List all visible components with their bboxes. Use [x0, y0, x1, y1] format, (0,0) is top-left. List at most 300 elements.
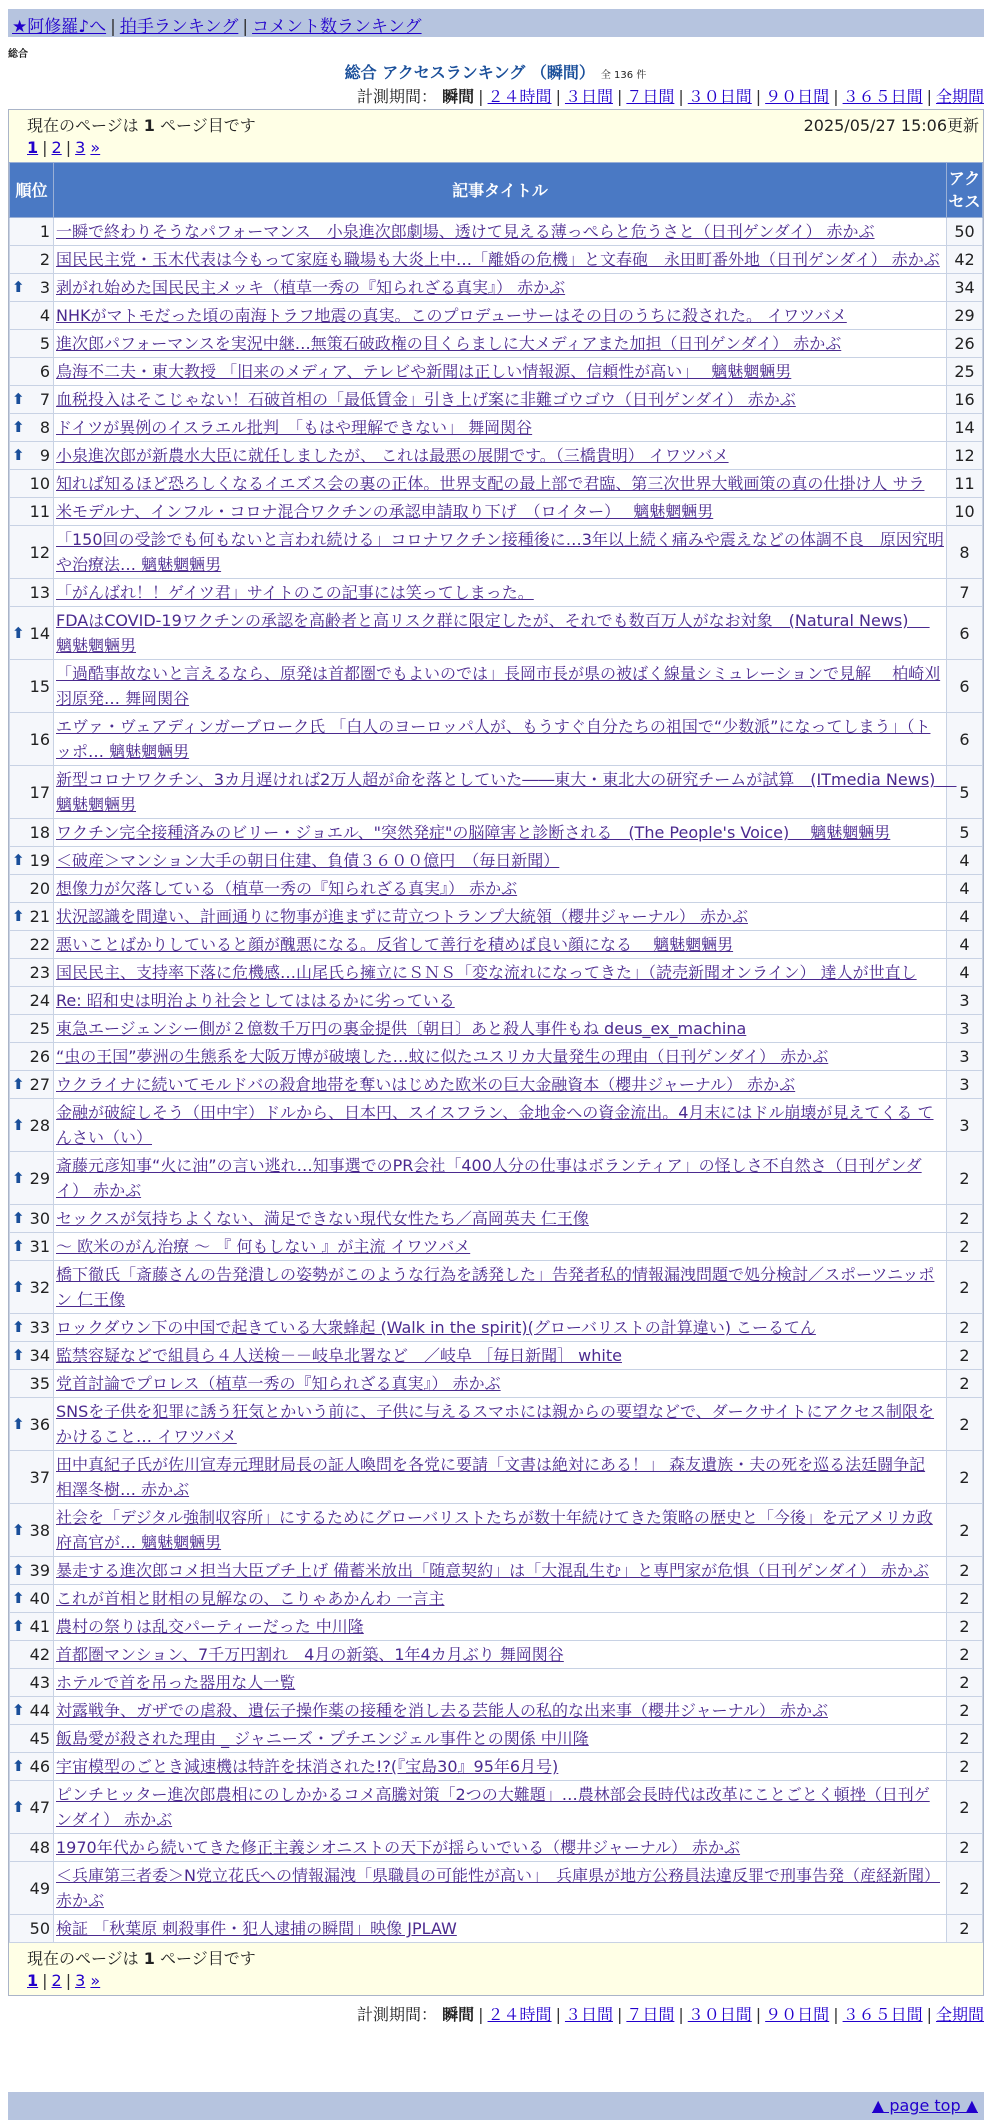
rank-up-arrow-icon: ⬆ [12, 418, 25, 436]
title-cell [54, 1342, 947, 1370]
period-link-30d[interactable]: ３０日間 [687, 87, 752, 106]
title-cell [54, 414, 947, 442]
access-count: 12 [947, 442, 983, 470]
title-cell [54, 1071, 947, 1099]
title-cell [54, 1585, 947, 1613]
table-row [10, 1205, 983, 1233]
table-row [10, 1342, 983, 1370]
ranking-table [9, 162, 983, 1943]
rank-number: 41 [29, 1617, 50, 1636]
rank-number: 40 [29, 1589, 50, 1608]
period-link-3d[interactable]: ３日間 [564, 2005, 613, 2024]
title-cell [54, 1314, 947, 1342]
page-title [0, 60, 991, 83]
ranking-container [8, 109, 984, 1996]
rank-cell [10, 358, 54, 386]
page-top-link[interactable]: ▲ page top ▲ [871, 2096, 978, 2115]
access-count: 4 [947, 847, 983, 875]
title-cell [54, 579, 947, 607]
rank-number: 29 [29, 1168, 50, 1188]
article-title-link[interactable]: ロックダウン下の中国で起きている大衆蜂起 (Walk in the spirit)(グローバリストの計算違い) こーるてん [56, 1318, 816, 1337]
rank-number: 4 [39, 306, 50, 325]
access-count: 2 [947, 1557, 983, 1585]
article-title-link[interactable]: “虫の王国”夢洲の生態系を大阪万博が破壊した…蚊に似たユスリカ大量発生の理由（日刊ゲンダイ） 赤かぶ [56, 1047, 829, 1066]
access-count: 2 [947, 1342, 983, 1370]
nav-separator: | [110, 17, 116, 37]
rank-cell [10, 1862, 54, 1915]
rank-number: 11 [29, 502, 50, 521]
ranking-table-body [10, 218, 983, 1943]
rank-number: 17 [29, 782, 50, 802]
rank-number: 33 [29, 1318, 50, 1337]
article-title-link[interactable]: 対露戦争、ガザでの虐殺、遺伝子操作薬の接種を消し去る芸能人の私的な出来事（櫻井ジャーナル） 赤かぶ [56, 1701, 828, 1720]
rank-cell [10, 903, 54, 931]
article-title-link[interactable]: 米モデルナ、インフル・コロナ混合ワクチンの承認申請取り下げ （ロイター） 魑魅魍魎男 [56, 502, 714, 521]
article-title-link[interactable]: NHKがマトモだった頃の南海トラフ地震の真実。このプロデューサーはその日のうちに殺された。 イワツバメ [56, 306, 847, 325]
rank-cell [10, 218, 54, 246]
rank-up-arrow-icon: ⬆ [12, 1168, 25, 1187]
rank-number: 35 [29, 1374, 50, 1393]
access-count: 2 [947, 1834, 983, 1862]
rank-cell [10, 1781, 54, 1834]
rank-cell [10, 1015, 54, 1043]
title-cell [54, 1781, 947, 1834]
table-row [10, 1834, 983, 1862]
table-row [10, 1725, 983, 1753]
article-title-link[interactable]: 国民民主党・玉木代表は今もって家庭も職場も大炎上中…「離婚の危機」と文春砲 永田町番外地（日刊ゲンダイ） 赤かぶ [56, 250, 940, 269]
rank-number: 31 [29, 1237, 50, 1256]
access-count: 3 [947, 1071, 983, 1099]
access-count: 6 [947, 713, 983, 766]
rank-up-arrow-icon: ⬆ [12, 1075, 25, 1093]
rank-number: 26 [29, 1047, 50, 1066]
page-link-1[interactable]: 1 [27, 1971, 39, 1990]
rank-cell [10, 607, 54, 660]
rank-up-arrow-icon: ⬆ [12, 1414, 25, 1433]
access-count: 42 [947, 246, 983, 274]
title-cell [54, 1043, 947, 1071]
article-title-link[interactable]: ウクライナに続いてモルドバの殺倉地帯を奪いはじめた欧米の巨大金融資本（櫻井ジャーナル） 赤かぶ [56, 1075, 796, 1094]
title-cell [54, 959, 947, 987]
access-count: 2 [947, 1781, 983, 1834]
rank-cell [10, 274, 54, 302]
article-title-link[interactable]: 「150回の受診でも何もないと言われ続ける」コロナワクチン接種後に…3年以上続く痛みや震えなどの体調不良 原因究明や治療法… 魑魅魍魎男 [56, 530, 944, 574]
article-title-link[interactable]: 想像力が欠落している（植草一秀の『知られざる真実』） 赤かぶ [56, 879, 518, 898]
rank-number: 44 [29, 1701, 50, 1720]
title-cell [54, 1099, 947, 1152]
article-title-link[interactable]: 国民民主、支持率下落に危機感…山尾氏ら擁立にＳＮＳ「変な流れになってきた」（読売新聞オンライン） 達人が世直し [56, 963, 917, 982]
pager-top [9, 110, 983, 162]
rank-up-arrow-icon: ⬆ [12, 1561, 25, 1579]
period-current: 瞬間 [442, 87, 475, 106]
title-cell [54, 1669, 947, 1697]
table-row [10, 1398, 983, 1451]
article-title-link[interactable]: 斎藤元彦知事“火に油”の言い逃れ…知事選でのPR会社「400人分の仕事はボランティア」の怪しさ不自然さ（日刊ゲンダイ） 赤かぶ [56, 1156, 922, 1200]
rank-cell [10, 414, 54, 442]
rank-number: 39 [29, 1561, 50, 1580]
category-label: 総合 [8, 49, 28, 60]
article-title-link[interactable]: Re: 昭和史は明治より社会としてははるかに劣っている [56, 991, 455, 1010]
rank-number: 13 [29, 583, 50, 602]
table-row [10, 1669, 983, 1697]
access-count: 2 [947, 1725, 983, 1753]
table-row [10, 1641, 983, 1669]
article-title-link[interactable]: 〜 欧米のがん治療 〜 『 何もしない 』が主流 イワツバメ [56, 1237, 471, 1256]
article-title-link[interactable]: 進次郎パフォーマンスを実況中継…無策石破政権の目くらましに大メディアまた加担（日刊ゲンダイ） 赤かぶ [56, 334, 842, 353]
title-cell [54, 766, 957, 819]
access-count: 2 [947, 1205, 983, 1233]
title-cell [54, 1753, 947, 1781]
access-count: 6 [947, 660, 983, 713]
rank-number: 48 [29, 1838, 50, 1857]
bottom-bar [8, 2092, 984, 2120]
rank-number: 38 [29, 1520, 50, 1540]
table-row [10, 1071, 983, 1099]
article-title-link[interactable]: 剥がれ始めた国民民主メッキ（植草一秀の『知られざる真実』） 赤かぶ [56, 278, 566, 297]
access-count: 11 [947, 470, 983, 498]
period-link-all[interactable]: 全期間 [935, 2005, 984, 2024]
article-title-link[interactable]: 橋下徹氏「斎藤さんの告発潰しの姿勢がこのような行為を誘発した」告発者私的情報漏洩問題で処分検討／スポーツニッポン 仁王像 [56, 1265, 935, 1309]
rank-up-arrow-icon: ⬆ [12, 1115, 25, 1134]
title-cell [54, 1641, 947, 1669]
table-row [10, 1261, 983, 1314]
rank-cell [10, 442, 54, 470]
article-title-link[interactable]: 田中真紀子氏が佐川宣寿元理財局長の証人喚問を各党に要請「文書は絶対にある！」 森友遺族・夫の死を巡る法廷闘争記 相澤冬樹… 赤かぶ [56, 1455, 926, 1499]
rank-cell [10, 1641, 54, 1669]
table-row [10, 819, 983, 847]
page-link-3[interactable]: 3 [75, 138, 86, 157]
article-title-link[interactable]: 1970年代から続いてきた修正主義シオニストの天下が揺らいでいる（櫻井ジャーナル） 赤かぶ [56, 1838, 741, 1857]
access-count: 2 [947, 1641, 983, 1669]
access-count: 7 [947, 579, 983, 607]
period-link-90d[interactable]: ９０日間 [765, 2005, 830, 2024]
title-cell [54, 358, 947, 386]
period-link-30d[interactable]: ３０日間 [687, 2005, 752, 2024]
rank-number: 46 [29, 1757, 50, 1776]
rank-cell [10, 1669, 54, 1697]
top-nav-bar [8, 9, 984, 37]
table-row [10, 218, 983, 246]
article-title-link[interactable]: 「がんばれ！！ゲイツ君」サイトのこの記事には笑ってしまった。 [56, 583, 534, 602]
rank-number: 43 [29, 1673, 50, 1692]
period-link-365d[interactable]: ３６５日間 [842, 87, 923, 106]
header-rank: 順位 [10, 163, 54, 218]
article-title-link[interactable]: 検証 「秋葉原 刺殺事件・犯人逮捕の瞬間」映像 JPLAW [56, 1919, 457, 1938]
table-row [10, 766, 983, 819]
table-row [10, 302, 983, 330]
access-count: 26 [947, 330, 983, 358]
page-link-1[interactable]: 1 [27, 138, 39, 157]
table-row [10, 607, 983, 660]
title-cell [54, 660, 947, 713]
table-row [10, 1370, 983, 1398]
rank-number: 21 [29, 907, 50, 926]
table-row [10, 386, 983, 414]
rank-number: 24 [29, 991, 50, 1010]
access-count: 10 [947, 498, 983, 526]
article-title-link[interactable]: 監禁容疑などで組員ら４人送検－－岐阜北署など ／岐阜 ［毎日新聞］ white [56, 1346, 622, 1365]
access-count: 2 [947, 1753, 983, 1781]
rank-cell [10, 302, 54, 330]
rank-cell [10, 1753, 54, 1781]
title-cell [54, 1834, 947, 1862]
title-cell [54, 330, 947, 358]
rank-number: 30 [29, 1209, 50, 1228]
title-cell [54, 302, 947, 330]
rank-up-arrow-icon: ⬆ [12, 278, 25, 296]
rank-cell [10, 1613, 54, 1641]
rank-number: 42 [29, 1645, 50, 1664]
access-count: 29 [947, 302, 983, 330]
table-row [10, 1862, 983, 1915]
pager-bottom [9, 1943, 983, 1995]
table-row [10, 442, 983, 470]
nav-separator: | [242, 17, 249, 37]
rank-cell [10, 579, 54, 607]
nav-link-comment-ranking[interactable]: コメント数ランキング [252, 17, 422, 37]
rank-cell [10, 660, 54, 713]
rank-up-arrow-icon: ⬆ [12, 1617, 25, 1635]
article-title-link[interactable]: 首都圏マンション、7千万円割れ 4月の新築、1年4カ月ぶり 舞岡関谷 [56, 1645, 564, 1664]
rank-cell [10, 1557, 54, 1585]
rank-number: 14 [29, 623, 50, 643]
table-row [10, 246, 983, 274]
period-link-all[interactable]: 全期間 [935, 87, 984, 106]
title-cell [54, 1152, 947, 1205]
period-link-24h[interactable]: ２４時間 [487, 87, 552, 106]
article-title-link[interactable]: 鳥海不二夫・東大教授 「旧来のメディア、テレビや新聞は正しい情報源、信頼性が高い」 魑魅魍魎男 [56, 362, 792, 381]
article-title-link[interactable]: 宇宙模型のごとき減速機は特許を抹消された!?(『宝島30』95年6月号) [56, 1757, 559, 1776]
article-title-link[interactable]: 飯島愛が殺された理由 _ ジャニーズ・プチエンジェル事件との関係 中川隆 [56, 1729, 589, 1748]
title-cell [54, 987, 947, 1015]
rank-cell [10, 1915, 54, 1943]
rank-number: 27 [29, 1075, 50, 1094]
rank-number: 50 [29, 1919, 50, 1938]
rank-cell [10, 1585, 54, 1613]
rank-cell [10, 330, 54, 358]
rank-number: 20 [29, 879, 50, 898]
title-cell [54, 903, 947, 931]
period-link-365d[interactable]: ３６５日間 [842, 2005, 923, 2024]
article-title-link[interactable]: 知れば知るほど恐ろしくなるイエズス会の裏の正体。世界支配の最上部で君臨、第三次世界大戦画策の真の仕掛け人 サラ [56, 474, 925, 493]
table-row [10, 1504, 983, 1557]
table-row [10, 875, 983, 903]
table-row [10, 931, 983, 959]
article-title-link[interactable]: FDAはCOVID-19ワクチンの承認を高齢者と高リスク群に限定したが、それでも数百万人がなお対象 (Natural News) 魑魅魍魎男 [56, 611, 930, 655]
rank-up-arrow-icon: ⬆ [12, 851, 25, 869]
table-row [10, 1451, 983, 1504]
rank-number: 37 [29, 1467, 50, 1487]
access-count: 3 [947, 987, 983, 1015]
access-count: 2 [947, 1152, 983, 1205]
table-row [10, 1557, 983, 1585]
access-count: 8 [947, 526, 983, 579]
title-cell [54, 386, 947, 414]
access-count: 16 [947, 386, 983, 414]
rank-cell [10, 1043, 54, 1071]
rank-number: 18 [29, 823, 50, 842]
table-row [10, 414, 983, 442]
rank-up-arrow-icon: ⬆ [12, 446, 25, 464]
article-title-link[interactable]: 農村の祭りは乱交パーティーだった 中川隆 [56, 1617, 364, 1636]
period-link-7d[interactable]: ７日間 [626, 87, 675, 106]
rank-number: 5 [39, 334, 50, 353]
title-cell [54, 1398, 947, 1451]
title-cell [54, 1205, 947, 1233]
rank-number: 8 [39, 418, 50, 437]
table-row [10, 1753, 983, 1781]
rank-up-arrow-icon: ⬆ [12, 1237, 25, 1255]
rank-number: 32 [29, 1277, 50, 1297]
rank-cell [10, 1725, 54, 1753]
rank-cell [10, 819, 54, 847]
title-cell [54, 470, 947, 498]
rank-cell [10, 1451, 54, 1504]
total-count: 全 136 件 [600, 70, 647, 81]
access-count: 2 [947, 1314, 983, 1342]
title-cell [54, 931, 947, 959]
page-link-2[interactable]: 2 [51, 138, 62, 157]
rank-cell [10, 1099, 54, 1152]
table-row [10, 1043, 983, 1071]
title-cell [54, 526, 947, 579]
table-row [10, 1314, 983, 1342]
table-row [10, 1781, 983, 1834]
access-count: 4 [947, 903, 983, 931]
title-cell [54, 875, 947, 903]
table-row [10, 959, 983, 987]
access-count: 2 [947, 1504, 983, 1557]
article-title-link[interactable]: 悪いことばかりしていると顔が醜悪になる。反省して善行を積めば良い顔になる 魑魅魍魎男 [56, 935, 734, 954]
article-title-link[interactable]: これが首相と財相の見解なの、こりゃあかんわ 一言主 [56, 1589, 445, 1608]
rank-up-arrow-icon: ⬆ [12, 390, 25, 408]
title-cell [54, 1451, 947, 1504]
rank-up-arrow-icon: ⬆ [12, 1209, 25, 1227]
article-title-link[interactable]: セックスが気持ちよくない、満足できない現代女性たち／高岡英夫 仁王像 [56, 1209, 589, 1228]
article-title-link[interactable]: 暴走する進次郎コメ担当大臣ブチ上げ 備蓄米放出「随意契約」は「大混乱生む」と専門家が危惧（日刊ゲンダイ） 赤かぶ [56, 1561, 929, 1580]
article-title-link[interactable]: 状況認識を間違い、計画通りに物事が進まずに苛立つトランプ大統領（櫻井ジャーナル） 赤かぶ [56, 907, 748, 926]
rank-cell [10, 1697, 54, 1725]
article-title-link[interactable]: 「過酷事故ないと言えるなら、原発は首都圏でもよいのでは」長岡市長が県の被ばく線量シミュレーションで見解 柏崎刈羽原発… 舞岡関谷 [56, 664, 941, 708]
rank-number: 28 [29, 1115, 50, 1135]
article-title-link[interactable]: 党首討論でプロレス（植草一秀の『知られざる真実』） 赤かぶ [56, 1374, 501, 1393]
rank-number: 1 [39, 222, 50, 241]
period-link-3d[interactable]: ３日間 [564, 87, 613, 106]
access-count: 2 [947, 1451, 983, 1504]
access-count: 34 [947, 274, 983, 302]
article-title-link[interactable]: エヴァ・ヴェアディンガーブローク氏 「白人のヨーロッパ人が、もうすぐ自分たちの祖国で“少数派”になってしまう」（トッポ… 魑魅魍魎男 [56, 717, 931, 761]
rank-number: 49 [29, 1878, 50, 1898]
access-count: 4 [947, 875, 983, 903]
table-row [10, 330, 983, 358]
rank-up-arrow-icon: ⬆ [12, 623, 25, 642]
rank-number: 16 [29, 729, 50, 749]
rank-up-arrow-icon: ⬆ [12, 907, 25, 925]
rank-cell [10, 959, 54, 987]
nav-link-clap-ranking[interactable]: 拍手ランキング [119, 17, 239, 37]
title-cell [54, 246, 947, 274]
table-row [10, 903, 983, 931]
rank-number: 36 [29, 1414, 50, 1434]
article-title-link[interactable]: 小泉進次郎が新農水大臣に就任しましたが、 これは最悪の展開です。（三橋貴明） イワツバメ [56, 446, 729, 465]
header-access: アクセス [947, 163, 983, 218]
article-title-link[interactable]: 東急エージェンシー側が２億数千万円の裏金提供〔朝日〕あと殺人事件もね deus_ex_machina [56, 1019, 747, 1038]
header-title: 記事タイトル [54, 163, 947, 218]
article-title-link[interactable]: 一瞬で終わりそうなパフォーマンス 小泉進次郎劇場、透けて見える薄っぺらと危うさと（日刊ゲンダイ） 赤かぶ [56, 222, 875, 241]
rank-cell [10, 1233, 54, 1261]
period-current: 瞬間 [442, 2005, 475, 2024]
page-link-next[interactable]: » [90, 1971, 101, 1990]
nav-link-asyura[interactable]: ★阿修羅♪へ [12, 17, 107, 37]
table-row [10, 660, 983, 713]
article-title-link[interactable]: 金融が破綻しそう（田中宇）ドルから、日本円、スイスフラン、金地金への資金流出。4月末にはドル崩壊が見えてくる てんさい（い） [56, 1103, 934, 1147]
article-title-link[interactable]: 血税投入はそこじゃない！石破首相の「最低賃金」引き上げ案に非難ゴウゴウ（日刊ゲンダイ） 赤かぶ [56, 390, 796, 409]
page-links: 1 | 2 | 3 » [27, 1971, 101, 1990]
table-row [10, 1015, 983, 1043]
rank-cell [10, 847, 54, 875]
rank-number: 7 [39, 390, 50, 409]
access-count: 3 [947, 1099, 983, 1152]
access-count: 2 [947, 1370, 983, 1398]
access-count: 2 [947, 1398, 983, 1451]
table-row [10, 847, 983, 875]
period-link-24h[interactable]: ２４時間 [487, 2005, 552, 2024]
rank-number: 23 [29, 963, 50, 982]
access-count: 5 [947, 766, 983, 819]
rank-cell [10, 987, 54, 1015]
rank-up-arrow-icon: ⬆ [12, 1797, 25, 1816]
title-cell [54, 1725, 947, 1753]
access-count: 2 [947, 1697, 983, 1725]
rank-cell [10, 1071, 54, 1099]
page-link-3[interactable]: 3 [75, 1971, 86, 1990]
article-title-link[interactable]: ＜破産＞マンション大手の朝日住建、負債３６００億円 （毎日新聞） [56, 851, 560, 870]
rank-cell [10, 1205, 54, 1233]
page-link-next[interactable]: » [90, 138, 101, 157]
article-title-link[interactable]: ワクチン完全接種済みのビリー・ジョエル、"突然発症"の脳障害と診断される (The People's Voice) 魑魅魍魎男 [56, 823, 891, 842]
article-title-link[interactable]: 新型コロナワクチン、3カ月遅ければ2万人超が命を落としていた――東大・東北大の研究チームが試算 (ITmedia News) 魑魅魍魎男 [56, 770, 957, 814]
table-header-row [10, 163, 983, 218]
period-link-90d[interactable]: ９０日間 [765, 87, 830, 106]
rank-cell [10, 1370, 54, 1398]
table-row [10, 713, 983, 766]
article-title-link[interactable]: 社会を「デジタル強制収容所」にするためにグローバリストたちが数十年続けてきた策略の歴史と「今後」を元アメリカ政府高官が… 魑魅魍魎男 [56, 1508, 933, 1552]
rank-up-arrow-icon: ⬆ [12, 1346, 25, 1364]
title-cell [54, 1504, 947, 1557]
article-title-link[interactable]: ＜兵庫第三者委＞N党立花氏への情報漏洩「県職員の可能性が高い」 兵庫県が地方公務員法違反罪で刑事告発（産経新聞） 赤かぶ [56, 1866, 940, 1910]
rank-number: 15 [29, 676, 50, 696]
rank-cell [10, 713, 54, 766]
period-label: 計測期間： [357, 87, 438, 106]
article-title-link[interactable]: SNSを子供を犯罪に誘う狂気とかいう前に、子供に与えるスマホには親からの要望などで、ダークサイトにアクセス制限をかけること… イワツバメ [56, 1402, 935, 1446]
rank-cell [10, 526, 54, 579]
access-count: 2 [947, 1233, 983, 1261]
article-title-link[interactable]: ドイツが異例のイスラエル批判 「もはや理解できない」 舞岡関谷 [56, 418, 533, 437]
rank-number: 12 [29, 542, 50, 562]
rank-number: 45 [29, 1729, 50, 1748]
article-title-link[interactable]: ピンチヒッター進次郎農相にのしかかるコメ高騰対策「2つの大難題」…農林部会長時代は改革にことごとく頓挫（日刊ゲンダイ） 赤かぶ [56, 1785, 930, 1829]
access-count: 3 [947, 1015, 983, 1043]
period-link-7d[interactable]: ７日間 [626, 2005, 675, 2024]
access-count: 50 [947, 218, 983, 246]
page-link-2[interactable]: 2 [51, 1971, 62, 1990]
rank-cell [10, 875, 54, 903]
title-cell [54, 442, 947, 470]
updated-time: 2025/05/27 15:06更新 [803, 116, 979, 135]
rank-cell [10, 1261, 54, 1314]
article-title-link[interactable]: ホテルで首を吊った器用な人一覧 [56, 1673, 296, 1692]
page-links: 1 | 2 | 3 » [27, 138, 101, 157]
